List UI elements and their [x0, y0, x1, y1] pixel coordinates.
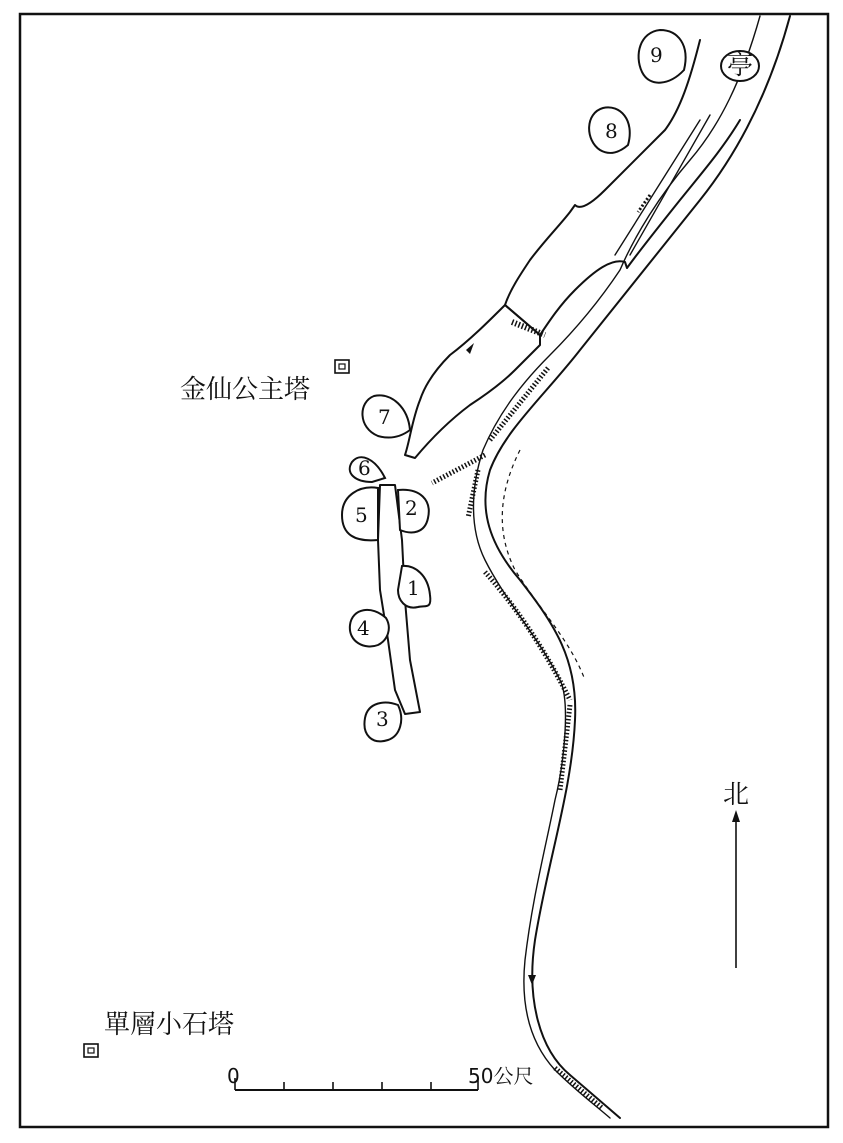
stairs-end: [555, 1068, 602, 1108]
terrace: [405, 305, 540, 458]
cave-number: 1: [407, 576, 420, 600]
pavilion-label: 亭: [726, 51, 754, 81]
cave-number: 8: [605, 119, 618, 143]
pagoda-label-jinxian: 金仙公主塔: [180, 375, 311, 405]
walkway-north: [505, 40, 740, 335]
slope-line: [502, 450, 585, 680]
path-arrow-south: [528, 975, 536, 985]
stairs-mid: [432, 455, 485, 483]
cave-number: 2: [405, 496, 418, 520]
walkway-line-a: [630, 115, 710, 255]
cave-number: 4: [357, 616, 370, 640]
north-label: 北: [722, 780, 750, 810]
cave-2: [398, 490, 429, 533]
cave-8: [589, 107, 630, 153]
map-frame: [20, 14, 828, 1127]
scale-end: 50公尺: [468, 1064, 534, 1088]
pagoda-icon-single: [84, 1044, 98, 1057]
cave-1: [398, 566, 430, 608]
path-arrow-north: [466, 343, 474, 354]
cave-number: 3: [376, 707, 389, 731]
cave-6: [350, 456, 385, 482]
cave-3: [364, 703, 401, 742]
north-arrow: [723, 780, 749, 968]
cave-number: 9: [650, 43, 663, 67]
cave-9: [639, 30, 686, 83]
cave-4: [350, 610, 389, 647]
scale-start: 0: [227, 1064, 240, 1088]
cave-number: 7: [378, 405, 391, 429]
pavilion-marker: [721, 51, 759, 81]
stairs-east: [490, 368, 548, 440]
cave-5: [342, 487, 378, 540]
cave-number: 6: [358, 456, 371, 480]
scale-bar: [227, 1064, 533, 1090]
pagoda-label-single: 單層小石塔: [104, 1010, 235, 1040]
cave-7: [362, 395, 410, 437]
pagoda-icon-jinxian: [335, 360, 349, 373]
cave-number: 5: [355, 503, 368, 527]
cliff-edge-inner: [473, 16, 760, 1118]
cliff-edge-outer: [485, 16, 790, 1118]
